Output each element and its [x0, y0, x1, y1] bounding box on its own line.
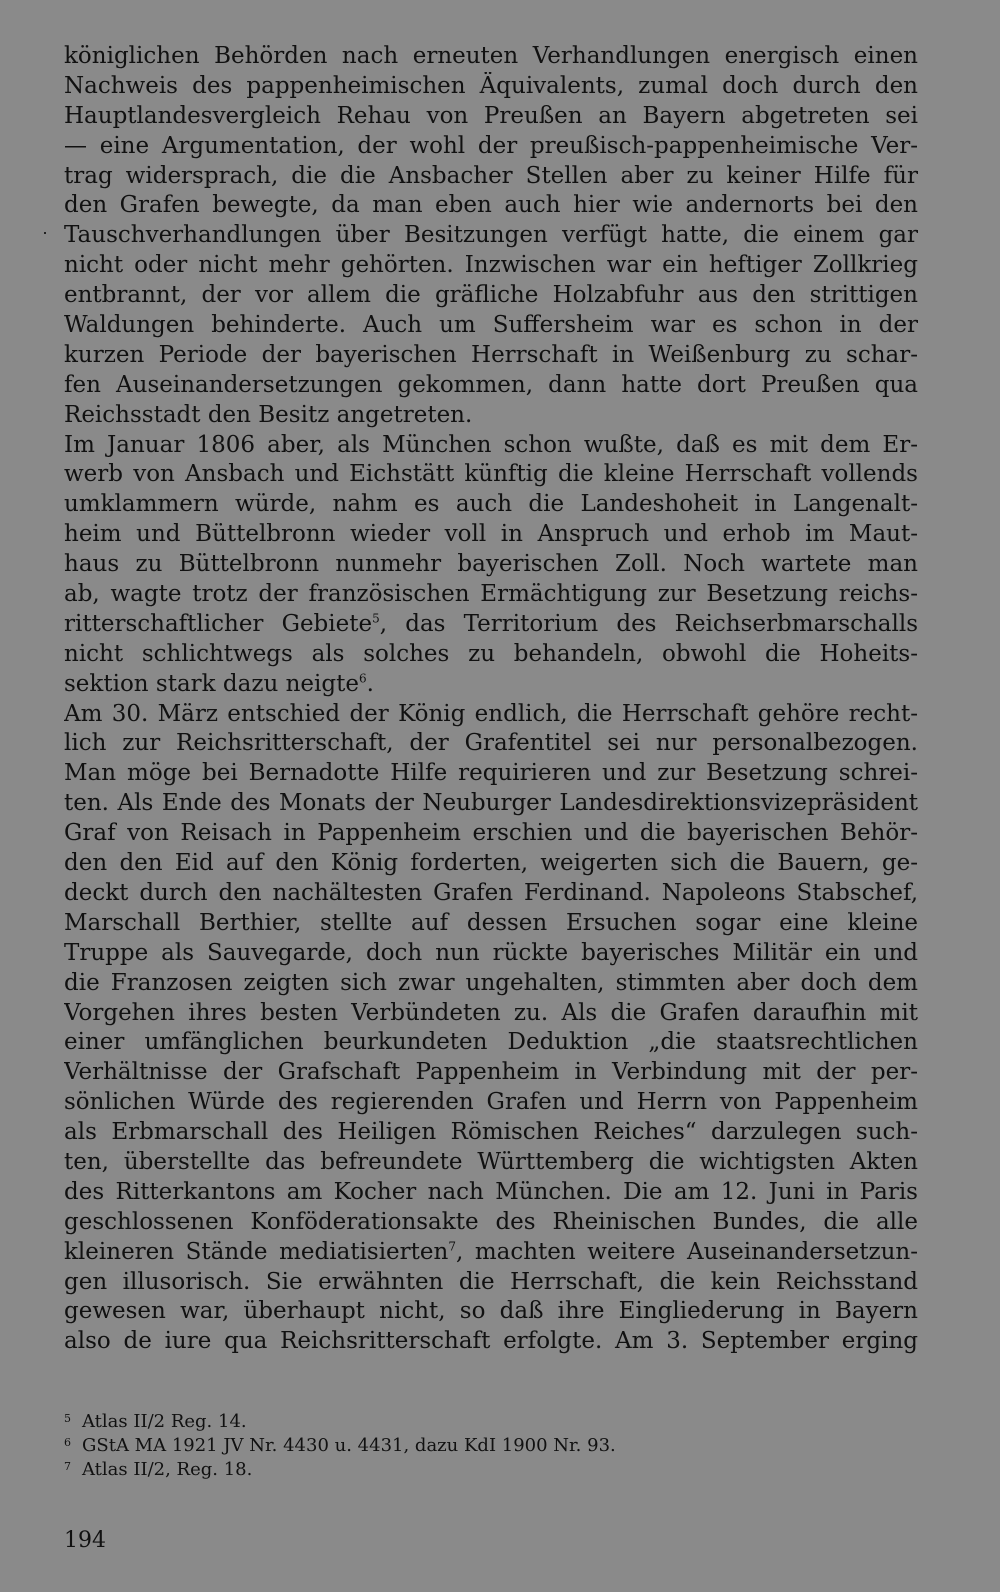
text-line: geschlossenen Konföderationsakte des Rheinischen Bundes, die alle: [64, 1208, 918, 1235]
text-line: trag widersprach, die die Ansbacher Stellen aber zu keiner Hilfe für: [64, 162, 918, 189]
footnote-text: GStA MA 1921 JV Nr. 4430 u. 4431, dazu KdI 1900 Nr. 93.: [82, 1435, 616, 1456]
footnote-marker: 7: [448, 1238, 456, 1253]
text-line: sönlichen Würde des regierenden Grafen und Herrn von Pappenheim: [64, 1089, 918, 1116]
footnote-marker: 6: [358, 671, 367, 686]
footnote: [64, 1410, 918, 1434]
text-line: nicht oder nicht mehr gehörten. Inzwischen war ein heftiger Zollkrieg: [64, 252, 918, 279]
text-line: lich zur Reichsritterschaft, der Grafentitel sei nur personalbezogen.: [64, 730, 918, 757]
text-line: fen Auseinandersetzungen gekommen, dann hatte dort Preußen qua: [64, 371, 918, 398]
text-line: gen illusorisch. Sie erwähnten die Herrschaft, die kein Reichsstand: [64, 1268, 918, 1295]
text-line: Tauschverhandlungen über Besitzungen verfügt hatte, die einem gar: [64, 222, 918, 249]
text-line: den den Eid auf den König forderten, weigerten sich die Bauern, ge-: [64, 850, 918, 877]
text-line: Waldungen behinderte. Auch um Suffersheim war es schon in der: [64, 312, 918, 339]
text-line: Marschall Berthier, stellte auf dessen Ersuchen sogar eine kleine: [64, 909, 918, 936]
text-line: Man möge bei Bernadotte Hilfe requirieren und zur Besetzung schrei-: [64, 760, 918, 787]
text-line: des Ritterkantons am Kocher nach München. Die am 12. Juni in Paris: [64, 1178, 918, 1205]
text-line: also de iure qua Reichsritterschaft erfolgte. Am 3. September erging: [64, 1328, 918, 1355]
text-line: ab, wagte trotz der französischen Ermächtigung zur Besetzung reichs-: [64, 581, 918, 608]
footnote-text: Atlas II/2, Reg. 18.: [82, 1459, 253, 1480]
text-line: umklammern würde, nahm es auch die Landeshoheit in Langenalt-: [64, 491, 918, 518]
scan-speck: [44, 232, 46, 234]
text-line: Graf von Reisach in Pappenheim erschien und die bayerischen Behör-: [64, 820, 918, 847]
text-line: ten. Als Ende des Monats der Neuburger Landesdirektionsvizepräsident: [64, 790, 918, 817]
footnote-marker: 5: [372, 611, 380, 626]
text-line: die Franzosen zeigten sich zwar ungehalten, stimmten aber doch dem: [64, 969, 918, 996]
page-number: 194: [64, 1528, 106, 1553]
text-line: den Grafen bewegte, da man eben auch hier wie andernorts bei den: [64, 192, 918, 219]
text-line: nicht schlichtwegs als solches zu behandeln, obwohl die Hoheits-: [64, 640, 918, 667]
text-line: werb von Ansbach und Eichstätt künftig die kleine Herrschaft vollends: [64, 461, 918, 488]
footnote-number: 5: [64, 1412, 71, 1425]
text-line: Verhältnisse der Grafschaft Pappenheim in Verbindung mit der per-: [64, 1059, 918, 1086]
footnote-number: 6: [64, 1436, 71, 1449]
text-line: Im Januar 1806 aber, als München schon wußte, daß es mit dem Er-: [64, 431, 918, 458]
text-line: als Erbmarschall des Heiligen Römischen Reiches“ darzulegen such-: [64, 1119, 918, 1146]
text-line: Hauptlandesvergleich Rehau von Preußen an Bayern abgetreten sei: [64, 102, 918, 129]
text-line: Reichsstadt den Besitz angetreten.: [64, 401, 473, 428]
paragraph: [64, 431, 918, 700]
footnotes: [64, 1410, 918, 1482]
text-line: Nachweis des pappenheimischen Äquivalents, zumal doch durch den: [64, 72, 918, 99]
footnote: [64, 1434, 918, 1458]
text-line: kurzen Periode der bayerischen Herrschaft in Weißenburg zu schar-: [64, 341, 918, 368]
text-line: Truppe als Sauvegarde, doch nun rückte bayerisches Militär ein und: [64, 939, 918, 966]
text-line: deckt durch den nachältesten Grafen Ferdinand. Napoleons Stabschef,: [64, 879, 918, 906]
footnote-text: Atlas II/2 Reg. 14.: [82, 1411, 247, 1432]
text-line: ritterschaftlicher Gebiete$^5$, das Territorium des Reichserbmarschalls: [64, 610, 918, 637]
text-line: Am 30. März entschied der König endlich, die Herrschaft gehöre recht-: [64, 700, 918, 727]
text-line: Vorgehen ihres besten Verbündeten zu. Als die Grafen daraufhin mit: [64, 999, 918, 1026]
footnote-number: 7: [64, 1460, 71, 1473]
text-line: königlichen Behörden nach erneuten Verhandlungen energisch einen: [64, 43, 918, 69]
text-line: kleineren Stände mediatisierten$^7$, machten weitere Auseinandersetzun-: [64, 1238, 918, 1265]
text-line: sektion stark dazu neigte$^6$.: [64, 670, 374, 697]
text-line: entbrannt, der vor allem die gräfliche Holzabfuhr aus den strittigen: [64, 282, 918, 309]
text-line: — eine Argumentation, der wohl der preußisch-pappenheimische Ver-: [64, 132, 918, 159]
text-line: gewesen war, überhaupt nicht, so daß ihre Eingliederung in Bayern: [64, 1298, 918, 1325]
paragraph: [64, 42, 918, 431]
text-line: einer umfänglichen beurkundeten Deduktion „die staatsrechtlichen: [64, 1029, 918, 1056]
text-line: ten, überstellte das befreundete Württemberg die wichtigsten Akten: [64, 1148, 918, 1175]
paragraph: [64, 700, 918, 1358]
text-line: heim und Büttelbronn wieder voll in Anspruch und erhob im Maut-: [64, 521, 918, 548]
footnote: [64, 1458, 918, 1482]
page-body: [64, 42, 918, 1357]
text-line: haus zu Büttelbronn nunmehr bayerischen Zoll. Noch wartete man: [64, 551, 918, 578]
